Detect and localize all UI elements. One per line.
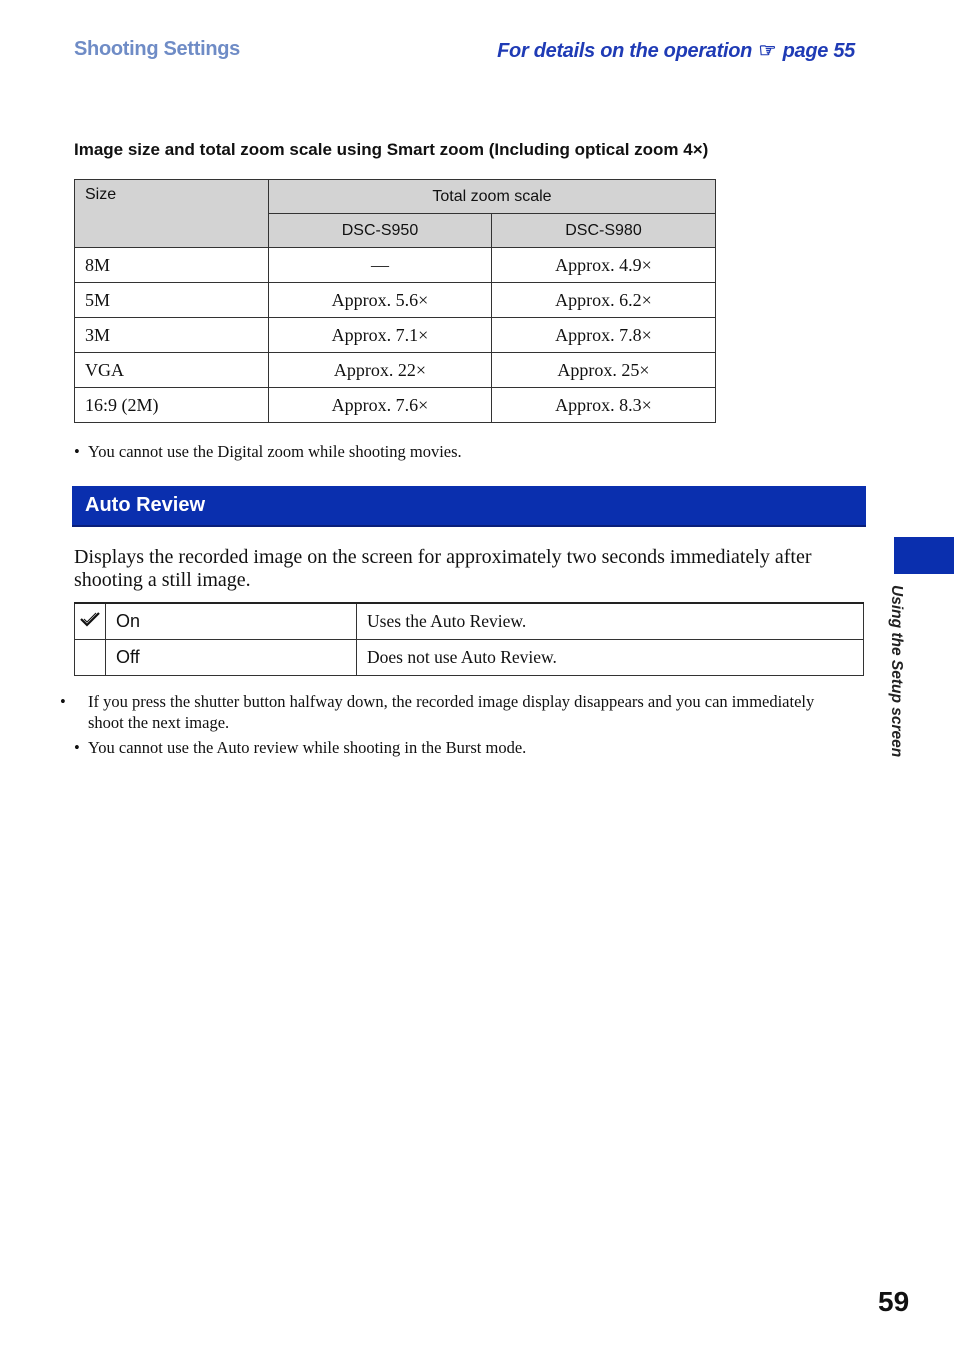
cell-s950: —	[269, 248, 492, 283]
zoom-table-heading: Image size and total zoom scale using Smart zoom (Including optical zoom 4×)	[74, 140, 709, 159]
side-chapter-label-text: Using the Setup screen	[888, 585, 905, 758]
details-page: page 55	[782, 40, 855, 62]
zoom-note	[74, 441, 462, 462]
bullet: •	[60, 692, 66, 711]
option-desc-on: Uses the Auto Review.	[357, 603, 864, 640]
auto-review-note-2	[74, 737, 526, 758]
header-details-link[interactable]	[497, 38, 855, 63]
cell-s980: Approx. 6.2×	[492, 283, 716, 318]
col-header-size: Size	[75, 180, 269, 248]
auto-review-note-2-text: You cannot use the Auto review while shooting in the Burst mode.	[88, 738, 527, 757]
pointing-hand-icon: ☞	[758, 40, 777, 62]
option-desc-off: Does not use Auto Review.	[357, 640, 864, 676]
details-prefix: For details on the operation	[497, 40, 753, 62]
side-chapter-label	[888, 585, 924, 775]
table-row	[75, 353, 716, 388]
cell-s980: Approx. 8.3×	[492, 388, 716, 423]
option-label-on: On	[106, 603, 357, 640]
cell-s980: Approx. 25×	[492, 353, 716, 388]
option-label-off: Off	[106, 640, 357, 676]
zoom-note-text: You cannot use the Digital zoom while shooting movies.	[88, 442, 462, 461]
side-chapter-tab	[894, 537, 954, 574]
cell-size: 3M	[75, 318, 269, 353]
auto-review-title: Auto Review	[85, 494, 206, 516]
auto-review-description: Displays the recorded image on the screen for approximately two seconds immediately after shooting a still image.	[74, 546, 812, 591]
page-number: 59	[878, 1286, 910, 1317]
col-header-total-zoom: Total zoom scale	[269, 180, 716, 214]
table-row	[75, 388, 716, 423]
cell-size: 8M	[75, 248, 269, 283]
cell-s980: Approx. 7.8×	[492, 318, 716, 353]
auto-review-note-1	[60, 691, 828, 733]
table-row	[75, 283, 716, 318]
header-section-title: Shooting Settings	[74, 38, 240, 60]
cell-s980: Approx. 4.9×	[492, 248, 716, 283]
cell-s950: Approx. 7.1×	[269, 318, 492, 353]
empty-icon-cell	[75, 640, 106, 676]
auto-review-options-table	[74, 602, 864, 676]
option-row-on[interactable]	[75, 603, 864, 640]
table-row	[75, 318, 716, 353]
auto-review-note-1-text: If you press the shutter button halfway down, the recorded image display disappears and you can immediately shoot the next image.	[88, 692, 815, 732]
cell-size: 5M	[75, 283, 269, 318]
cell-size: 16:9 (2M)	[75, 388, 269, 423]
cell-s950: Approx. 22×	[269, 353, 492, 388]
col-header-dsc-s950: DSC-S950	[269, 214, 492, 248]
cell-s950: Approx. 7.6×	[269, 388, 492, 423]
table-row	[75, 248, 716, 283]
cell-size: VGA	[75, 353, 269, 388]
bullet: •	[74, 738, 80, 757]
option-row-off[interactable]	[75, 640, 864, 676]
zoom-scale-table	[74, 179, 716, 423]
cell-s950: Approx. 5.6×	[269, 283, 492, 318]
col-header-dsc-s980: DSC-S980	[492, 214, 716, 248]
auto-review-section-bar	[72, 486, 866, 527]
default-check-icon	[75, 603, 106, 640]
bullet: •	[74, 442, 80, 461]
